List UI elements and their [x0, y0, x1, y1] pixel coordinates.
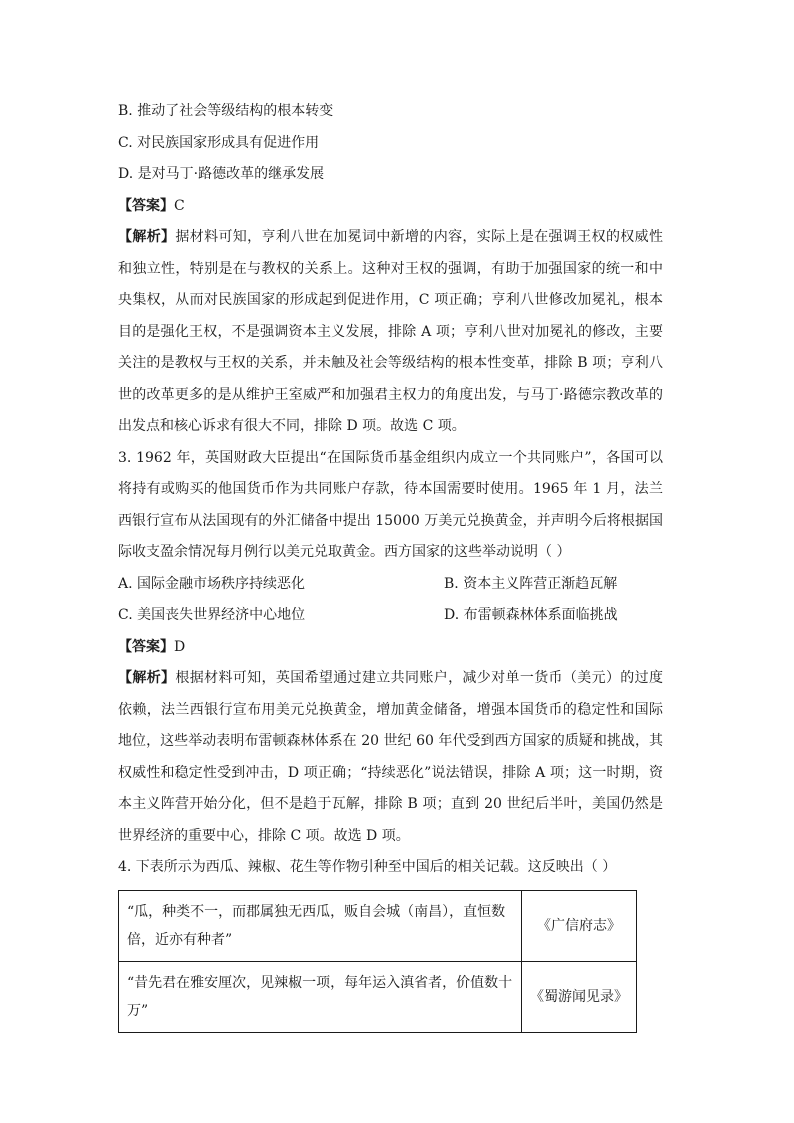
q2-analysis-text: 据材料可知，亨利八世在加冕词中新增的内容，实际上是在强调王权的权威性和独立性，特别是在与教权的关系上。这种对王权的强调，有助于加强国家的统一和中央集权，从而对民族国家的形成起到促进作用，C 项正确；亨利八世修改加冕礼，根本目的是强化王权，不是强调资本主义发展，排除 A 项；亨利八世对加冕礼的修改，主要关注的是教权与王权的关系，并未触及社会等级结构的根本性变革，排除 B 项；亨利八世的改革更多的是从维护王室威严和加强君主权力的角度出发，与马丁·路德宗教改革的出发点和核心诉求有很大不同，排除 D 项。故选 C 项。 — [118, 229, 663, 434]
q3-option-c: C. 美国丧失世界经济中心地位 — [118, 607, 306, 623]
q4-stem: 4. 下表所示为西瓜、辣椒、花生等作物引种至中国后的相关记载。这反映出（ ） — [118, 859, 617, 875]
q2-analysis — [118, 222, 663, 443]
q3-options-row-2 — [118, 600, 678, 632]
q3-stem: 3. 1962 年，英国财政大臣提出“在国际货币基金组织内成立一个共同账户”，各国可以将持有或购买的他国货币作为共同账户存款，待本国需要时使用。1965 年 1 月，法兰西银行宣布从法国现有的外汇储备中提出 15000 万美元兑换黄金，并声明今后将根据国际收支盈余情况每月例行以美元兑取黄金。西方国家的这些举动说明（ ） — [118, 449, 663, 560]
q3-analysis — [118, 663, 663, 852]
q3-answer-value: D — [174, 638, 186, 655]
q2-option-b: B. 推动了社会等级结构的根本转变 — [118, 103, 334, 119]
q2-answer — [118, 191, 678, 223]
table-row — [119, 961, 637, 1032]
q3-analysis-label: 【解析】 — [118, 670, 176, 686]
q2-option-c: C. 对民族国家形成具有促进作用 — [118, 134, 320, 151]
q3-answer — [118, 632, 678, 664]
record-source: 《蜀游闻见录》 — [522, 961, 637, 1032]
table-row — [119, 890, 637, 961]
q2-answer-value: C — [174, 197, 185, 214]
record-quote: “昔先君在雅安厘次，见辣椒一项，每年运入滇省者，价值数十万” — [119, 961, 522, 1032]
q3-answer-label: 【答案】 — [118, 638, 174, 655]
q3-option-b: B. 资本主义阵营正渐趋瓦解 — [444, 575, 618, 592]
q3-option-d: D. 布雷顿森林体系面临挑战 — [444, 607, 618, 623]
document-page — [118, 96, 678, 1033]
q2-option-d: D. 是对马丁·路德改革的继承发展 — [118, 166, 325, 182]
q4-records-table — [118, 890, 637, 1033]
record-quote: “瓜，种类不一，而郡属独无西瓜，贩自会城（南昌），直恒数倍，近亦有种者” — [119, 890, 522, 961]
record-source: 《广信府志》 — [522, 890, 637, 961]
q3-option-a: A. 国际金融市场秩序持续恶化 — [118, 575, 306, 592]
q2-analysis-label: 【解析】 — [118, 229, 176, 245]
q3-options-row-1 — [118, 569, 678, 601]
q2-answer-label: 【答案】 — [118, 197, 174, 214]
q3-analysis-text: 根据材料可知，英国希望通过建立共同账户，减少对单一货币（美元）的过度依赖，法兰西银行宣布用美元兑换黄金，增加黄金储备，增强本国货币的稳定性和国际地位，这些举动表明布雷顿森林体系在 20 世纪 60 年代受到西方国家的质疑和挑战，其权威性和稳定性受到冲击，D 项正确；“持续恶化”说法错误，排除 A 项；这一时期，资本主义阵营开始分化，但不是趋于瓦解，排除 B 项；直到 20 世纪后半叶，美国仍然是世界经济的重要中心，排除 C 项。故选 D 项。 — [118, 670, 663, 844]
